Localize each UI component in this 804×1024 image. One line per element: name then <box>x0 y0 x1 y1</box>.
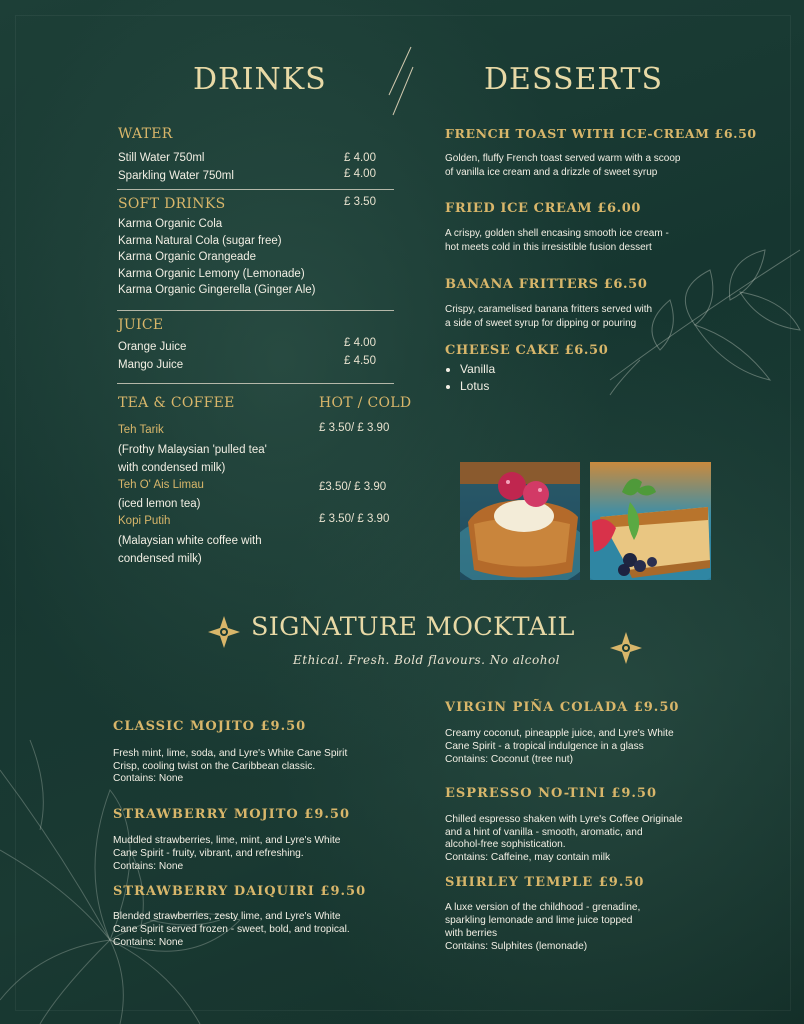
mocktail-desc: Blended strawberries, zesty lime, and Lyre's White <box>113 911 341 922</box>
tea-desc: (Frothy Malaysian 'pulled tea' <box>118 444 267 456</box>
tea-desc: (iced lemon tea) <box>118 498 201 510</box>
cheesecake-option: • Lotus <box>460 378 495 395</box>
dessert-title: FRIED ICE CREAM £6.00 <box>445 201 642 216</box>
mocktail-title: STRAWBERRY DAIQUIRI £9.50 <box>113 884 367 899</box>
mocktail-desc: and a hint of vanilla - smooth, aromatic, and <box>445 826 643 838</box>
mocktail-desc: Contains: Sulphites (lemonade) <box>445 941 588 952</box>
mocktail-title: VIRGIN PIÑA COLADA £9.50 <box>445 700 680 715</box>
soft-drinks-price: £ 3.50 <box>344 196 376 208</box>
mocktail-desc: Chilled espresso shaken with Lyre's Coffee Originale <box>445 814 683 825</box>
dessert-desc: a side of sweet syrup for dipping or pouring <box>445 318 637 329</box>
soft-drink-item: Karma Organic Orangeade <box>118 251 257 263</box>
mocktail-desc: with berries <box>445 928 498 939</box>
drinks-heading: DRINKS <box>193 62 327 97</box>
tea-desc: with condensed milk) <box>118 462 226 474</box>
soft-drink-item: Karma Organic Lemony (Lemonade) <box>118 267 305 280</box>
french-toast-photo <box>460 462 580 580</box>
water-price: £ 4.00 <box>344 168 376 180</box>
cheesecake-photo <box>590 462 711 580</box>
dessert-desc: A crispy, golden shell encasing smooth ice cream - <box>445 228 669 239</box>
mocktail-desc: Crisp, cooling twist on the Caribbean classic. <box>113 760 316 772</box>
mocktail-title: STRAWBERRY MOJITO £9.50 <box>113 807 350 822</box>
section-rule <box>117 310 394 311</box>
divider-slashes-icon <box>385 45 415 117</box>
mocktail-title: CLASSIC MOJITO £9.50 <box>113 719 307 734</box>
juice-price: £ 4.00 <box>344 337 376 349</box>
mocktail-tagline: Ethical. Fresh. Bold flavours. No alcohol <box>293 653 561 667</box>
cheesecake-image-icon <box>590 462 711 580</box>
tea-name: Teh O' Ais Limau <box>118 479 204 491</box>
dessert-desc: hot meets cold in this irresistible fusion dessert <box>445 242 652 253</box>
tea-coffee-title: TEA & COFFEE <box>118 395 235 411</box>
mocktail-heading: SIGNATURE MOCKTAIL <box>251 612 575 642</box>
water-title: WATER <box>118 126 173 142</box>
water-item: Still Water 750ml <box>118 152 205 164</box>
water-price: £ 4.00 <box>344 152 376 164</box>
dessert-desc: Golden, fluffy French toast served warm with a scoop <box>445 153 681 164</box>
tea-desc: (Malaysian white coffee with <box>118 535 262 547</box>
juice-price: £ 4.50 <box>344 355 376 367</box>
hot-cold-header: HOT / COLD <box>319 395 412 411</box>
mocktail-desc: alcohol-free sophistication. <box>445 839 566 850</box>
tea-price: £3.50/ £ 3.90 <box>319 481 387 493</box>
dessert-title: FRENCH TOAST WITH ICE-CREAM £6.50 <box>445 126 757 141</box>
tea-desc: condensed milk) <box>118 553 202 565</box>
mocktail-desc: Cane Spirit - fruity, vibrant, and refreshing. <box>113 848 304 859</box>
soft-drink-item: Karma Natural Cola (sugar free) <box>118 234 282 247</box>
tea-price: £ 3.50/ £ 3.90 <box>319 513 390 525</box>
juice-item: Orange Juice <box>118 341 187 353</box>
cheesecake-options <box>446 361 495 395</box>
mocktail-desc: sparkling lemonade and lime juice topped <box>445 915 633 926</box>
cheesecake-title: CHEESE CAKE £6.50 <box>445 343 609 358</box>
mocktail-desc: Creamy coconut, pineapple juice, and Lyre's White <box>445 728 674 739</box>
mocktail-desc: Contains: None <box>113 773 184 784</box>
juice-title: JUICE <box>118 317 164 333</box>
mocktail-desc: Cane Spirit - a tropical indulgence in a glass <box>445 741 644 752</box>
ornament-right-icon <box>608 630 644 666</box>
french-toast-image-icon <box>460 462 580 580</box>
mocktail-title: SHIRLEY TEMPLE £9.50 <box>445 875 645 890</box>
mocktail-desc: Contains: None <box>113 937 184 948</box>
soft-drinks-title: SOFT DRINKS <box>118 196 226 212</box>
section-rule <box>117 383 394 384</box>
dessert-desc: Crispy, caramelised banana fritters served with <box>445 304 653 315</box>
soft-drink-item: Karma Organic Cola <box>118 218 223 230</box>
mocktail-desc: Contains: Caffeine, may contain milk <box>445 851 611 863</box>
tea-name: Kopi Putih <box>118 515 171 527</box>
mocktail-desc: Cane Spirit served frozen - sweet, bold, and tropical. <box>113 924 350 935</box>
soft-drink-item: Karma Organic Gingerella (Ginger Ale) <box>118 284 316 296</box>
dessert-desc: of vanilla ice cream and a drizzle of sweet syrup <box>445 167 658 178</box>
mocktail-desc: Fresh mint, lime, soda, and Lyre's White Cane Spirit <box>113 748 348 759</box>
dessert-title: BANANA FRITTERS £6.50 <box>445 277 648 292</box>
mocktail-title: ESPRESSO NO-TINI £9.50 <box>445 786 658 801</box>
mocktail-desc: Muddled strawberries, lime, mint, and Lyre's White <box>113 835 341 846</box>
tea-name: Teh Tarik <box>118 424 164 436</box>
cheesecake-option: • Vanilla <box>460 361 495 378</box>
mocktail-desc: Contains: Coconut (tree nut) <box>445 754 573 765</box>
mocktail-desc: Contains: None <box>113 861 184 872</box>
water-item: Sparkling Water 750ml <box>118 170 234 182</box>
juice-item: Mango Juice <box>118 359 184 371</box>
ornament-left-icon <box>206 614 242 650</box>
mocktail-desc: A luxe version of the childhood - grenadine, <box>445 902 641 913</box>
desserts-heading: DESSERTS <box>484 62 664 97</box>
section-rule <box>117 189 394 190</box>
tea-price: £ 3.50/ £ 3.90 <box>319 422 390 434</box>
